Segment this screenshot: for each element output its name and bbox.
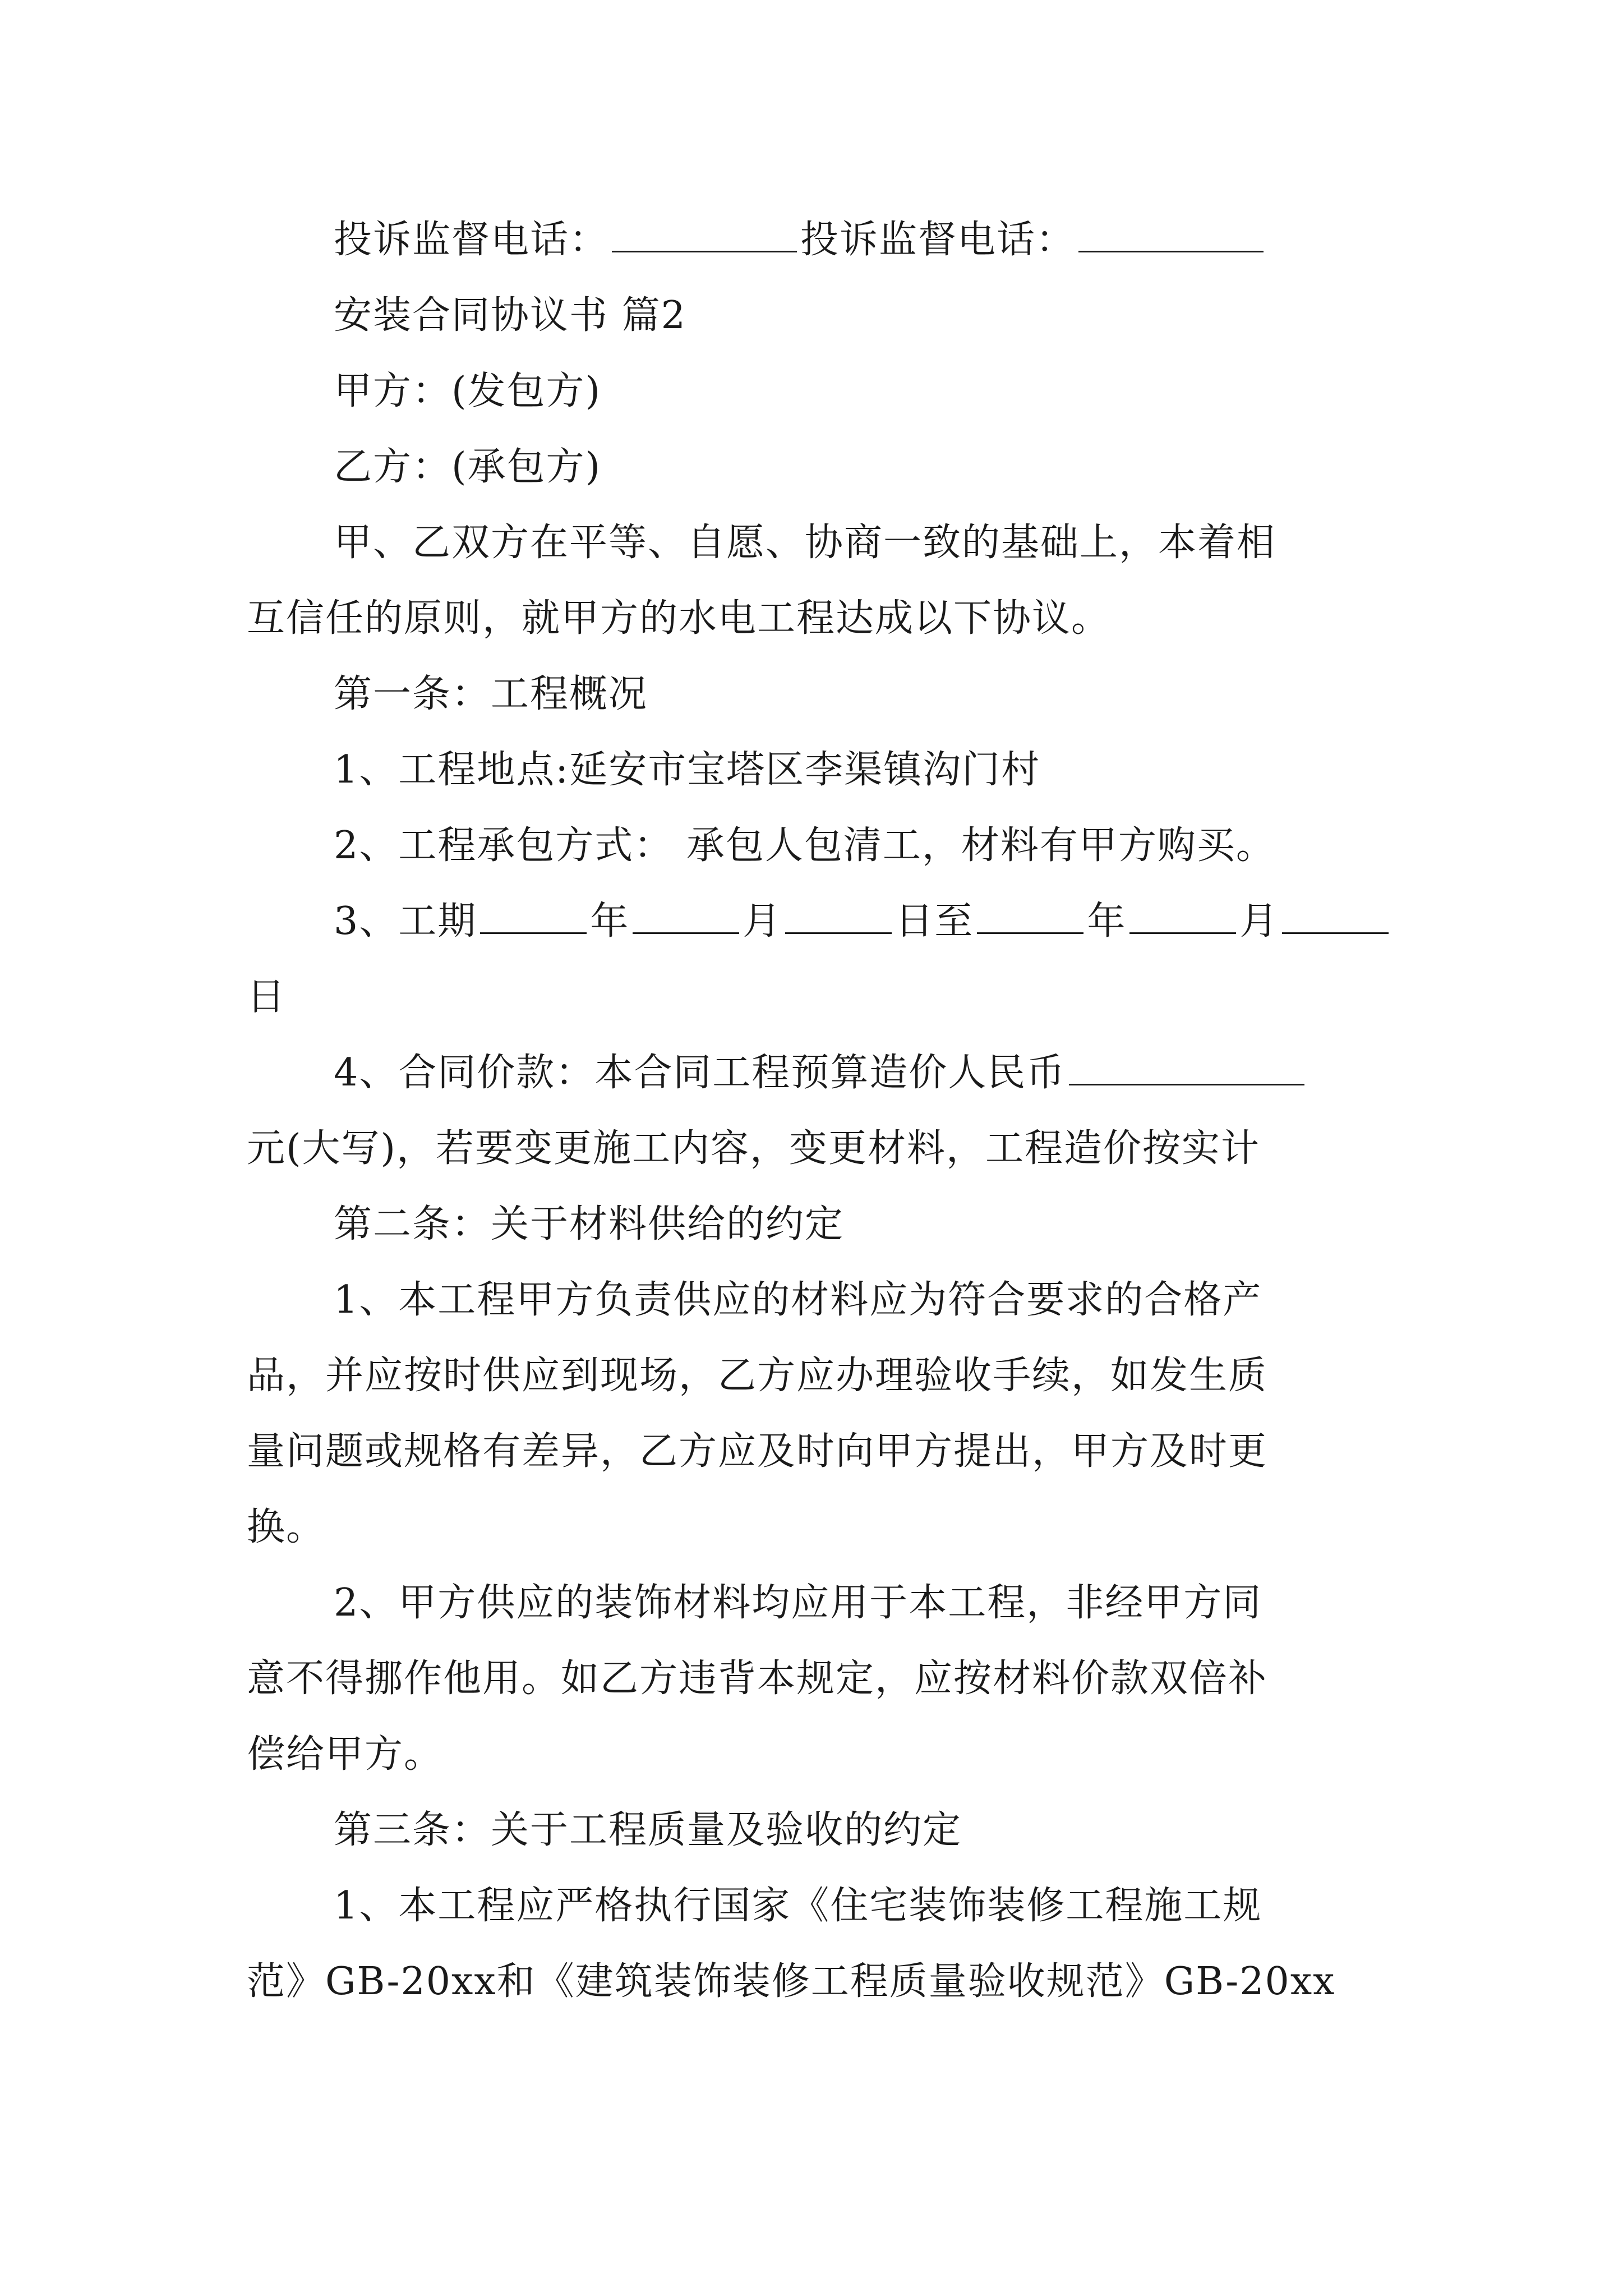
month-label: 月 [1239, 899, 1279, 944]
date-blank [633, 899, 739, 934]
day-to-label: 日至 [895, 899, 974, 944]
month-label: 月 [743, 899, 782, 944]
year-label: 年 [1087, 899, 1127, 944]
article-2-item-1-line: 品，并应按时供应到现场，乙方应办理验收手续，如发生质 [247, 1354, 1268, 1398]
date-blank [1282, 899, 1389, 934]
party-a: 甲方：(发包方) [334, 369, 602, 413]
party-b: 乙方：(承包方) [334, 445, 602, 489]
article-3-title: 第三条：关于工程质量及验收的约定 [334, 1808, 962, 1852]
intro-paragraph-line: 甲、乙双方在平等、自愿、协商一致的基础上，本着相 [334, 521, 1276, 565]
date-blank [785, 899, 892, 934]
article-3-item-1-line: 1、本工程应严格执行国家《住宅装饰装修工程施工规 [334, 1884, 1262, 1928]
article-1-item-2: 2、工程承包方式： 承包人包清工，材料有甲方购买。 [334, 823, 1275, 868]
article-2-title: 第二条：关于材料供给的约定 [334, 1202, 845, 1246]
article-2-item-2-line: 意不得挪作他用。如乙方违背本规定，应按材料价款双倍补 [247, 1657, 1268, 1701]
section-title: 安装合同协议书 篇2 [334, 293, 686, 338]
price-blank [1069, 1050, 1304, 1085]
article-1-item-4 [247, 1035, 1391, 1111]
intro-paragraph-line: 互信任的原则，就甲方的水电工程达成以下协议。 [247, 596, 1111, 641]
price-label: 4、合同价款：本合同工程预算造价人民币 [334, 1051, 1066, 1095]
complaint-phone-label: 投诉监督电话： [334, 218, 609, 262]
document-body [247, 202, 1391, 2019]
complaint-phone-line [247, 202, 1391, 278]
date-blank [480, 899, 587, 934]
article-3-item-1-line: 范》GB-20xx和《建筑装饰装修工程质量验收规范》GB-20xx [247, 1959, 1336, 2004]
date-blank [977, 899, 1083, 934]
year-label: 年 [590, 899, 630, 944]
duration-label: 3、工期 [334, 899, 477, 944]
article-2-item-1-line: 量问题或规格有差异，乙方应及时向甲方提出，甲方及时更 [247, 1429, 1268, 1474]
article-1-item-3 [247, 884, 1391, 959]
article-2-item-2-line: 偿给甲方。 [247, 1732, 444, 1777]
article-2-item-2-line: 2、甲方供应的装饰材料均应用于本工程，非经甲方同 [334, 1581, 1262, 1625]
phone-blank [612, 217, 797, 252]
complaint-phone-label: 投诉监督电话： [800, 218, 1076, 262]
phone-blank [1078, 217, 1264, 252]
date-blank [1129, 899, 1236, 934]
article-2-item-1-line: 1、本工程甲方负责供应的材料应为符合要求的合格产 [334, 1278, 1262, 1322]
article-2-item-1-line: 换。 [247, 1505, 326, 1549]
article-1-item-4-cont: 元(大写)，若要变更施工内容，变更材料，工程造价按实计 [247, 1126, 1261, 1171]
article-1-title: 第一条：工程概况 [334, 672, 648, 716]
article-1-item-1: 1、工程地点:延安市宝塔区李渠镇沟门村 [334, 748, 1041, 792]
day-label: 日 [247, 975, 287, 1019]
